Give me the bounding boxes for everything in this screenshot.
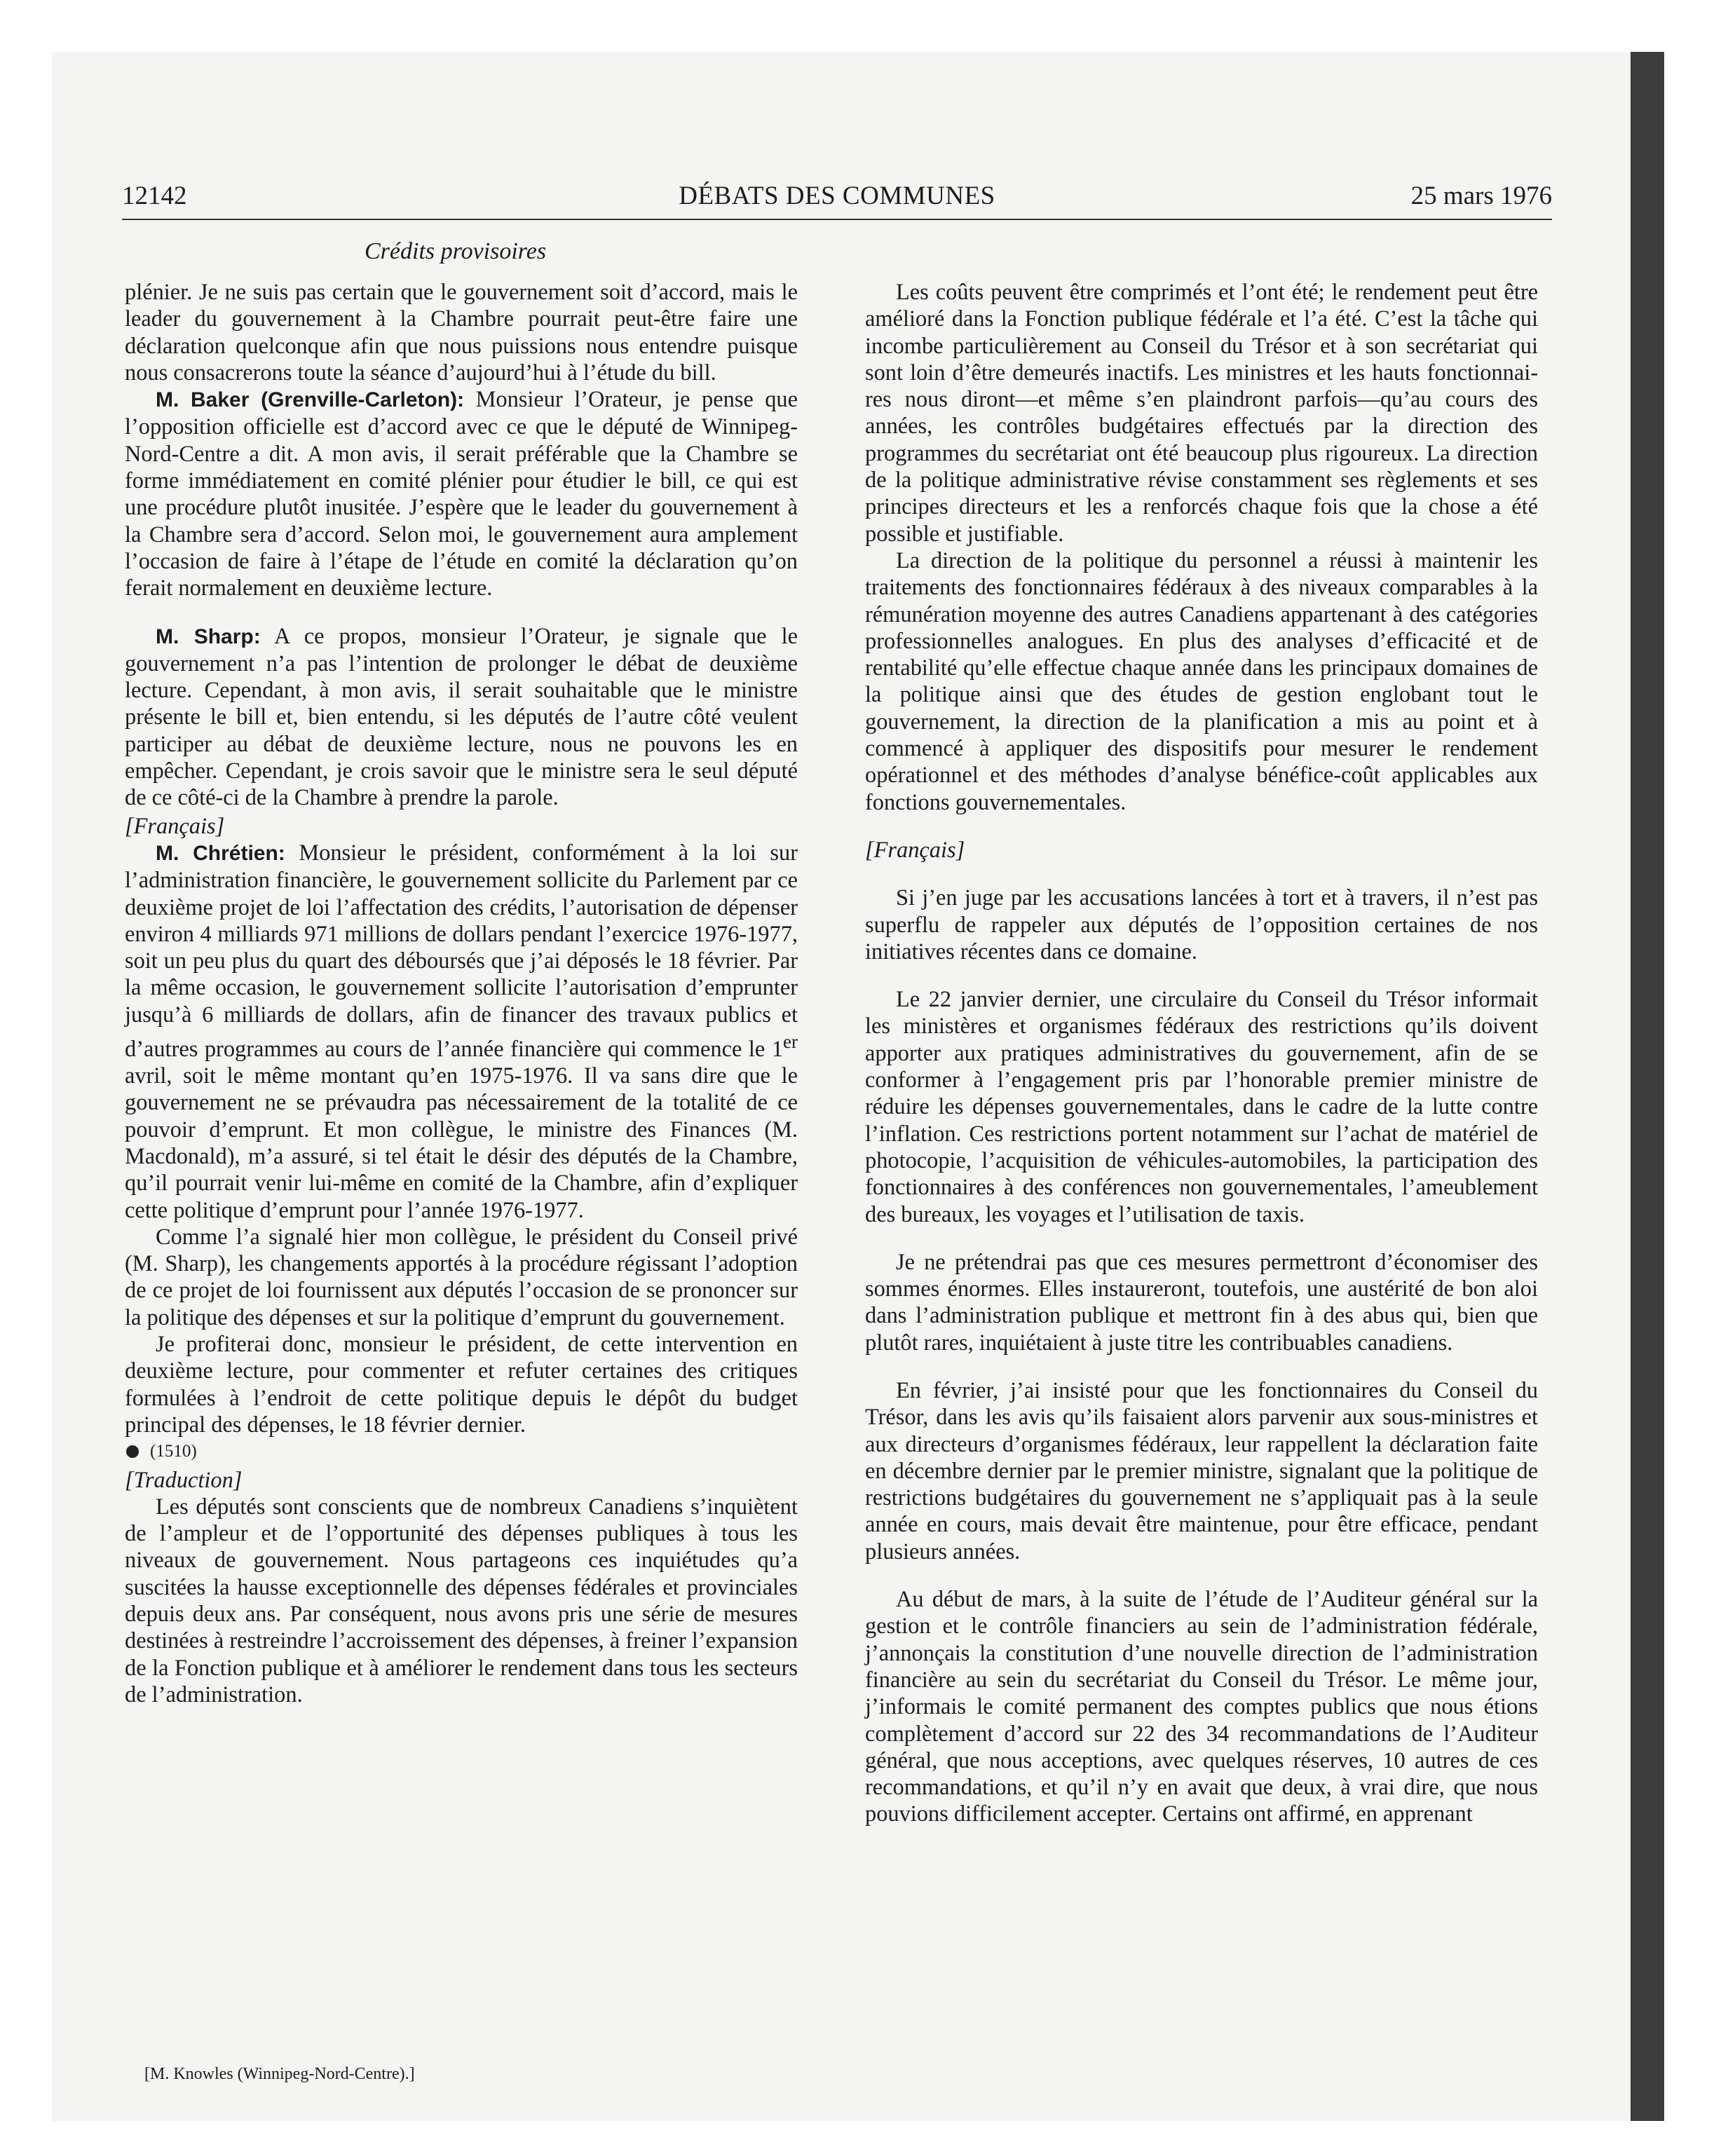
bullet-icon: [126, 1445, 139, 1458]
speech-text: Monsieur l’Orateur, je pense que l’opposition officielle est d’accord avec ce que le député de Winnipeg-Nord-Centre a dit. A mon avis, il serait préférable que la Chambre se forme immédiatement en comité plénier pour étudier le bill, ce qui est une procédure plutôt inusitée. J’espère que le leader du gouvernement à la Chambre sera d’accord. Selon moi, le gouvernement aura amplement l’occasion de faire à l’étape de l’étude en comité la déclaration qu’on ferait normalement en deuxième lecture.: [125, 387, 798, 601]
left-column: [125, 279, 798, 2073]
speech-text: Monsieur le président, conformément à la loi sur l’administration financière, le gouvernement sollicite du Parlement par ce deuxième projet de loi l’affectation des crédits, l’autorisation de dépenser environ 4 milliards 971 millions de dollars pendant l’exercice 1976-1977, soit un peu plus du quart des déboursés que j’ai déposés le 18 février. Par la même occasion, le gouvernement sollicite l’autorisation d’emprunter jusqu’à 6 milliards de dollars, afin de financer des travaux publics et d’autres programmes au cours de l’année financière qui commence le 1: [125, 840, 798, 1062]
paragraph: Si j’en juge par les accusations lancées à tort et à travers, il n’est pas superflu de rappeler aux députés de l’opposition certaines de nos initiatives récentes dans ce domaine.: [865, 885, 1538, 964]
publication-date: 25 mars 1976: [1410, 182, 1552, 210]
paragraph: En février, j’ai insisté pour que les fonctionnaires du Conseil du Trésor, dans les avis qu’ils faisaient alors parvenir aux sous-ministres et aux directeurs d’organismes fédéraux, leur rappellent la déclaration faite en décembre dernier par le premier ministre, signalant que la politique de restrictions budgétaires du gouvernement ne s’appliquait pas à la seule année en cours, mais devait être maintenue, pour être efficace, pendant plusieurs années.: [865, 1377, 1538, 1564]
right-column: [865, 279, 1538, 2073]
language-marker: [Français]: [125, 813, 225, 839]
timestamp-text: (1510): [150, 1442, 197, 1461]
timestamp: [125, 1438, 798, 1465]
section-title: Crédits provisoires: [365, 238, 547, 264]
page-header: [122, 181, 1552, 220]
header-rule: [122, 219, 1552, 220]
paragraph: Je profiterai donc, monsieur le président, de cette intervention en deuxième lecture, pour commenter et refuter certaines des critiques formulées à l’endroit de cette politique depuis le dépôt du budget principal des dépenses, le 18 février dernier.: [125, 1332, 798, 1438]
paragraph: Les coûts peuvent être comprimés et l’ont été; le rendement peut être amélioré dans la Fonction publique fédérale et l’a été. C’est la tâche qui incombe particulièrement au Conseil du Trésor et à son secrétariat qui sont loin d’être demeurés inactifs. Les ministres et les hauts fonctionnaires nous diront—et même s’en plaindront parfois—qu’au cours des années, les contrôles budgétaires effectués par la direction des programmes du secrétariat ont été beaucoup plus rigoureux. La direction de la politique administrative révise constamment ses règlements et ses principes directeurs et les a renforcés chaque fois que la chose a été possible et justifiable.: [865, 280, 1538, 547]
paragraph: La direction de la politique du personnel a réussi à maintenir les traitements des fonctionnaires fédéraux à des niveaux comparables à la rémunération moyenne des autres Canadiens appartenant à des catégories professionnelles analogues. En plus des analyses d’efficacité et de rentabilité qu’elle effectue chaque année dans les principaux domaines de la politique ainsi que des études de gestion englobant tout le gouvernement, la direction de la planification a mis au point et à commencé à appliquer des dispositifs pour mesurer le rendement opérationnel et des méthodes d’analyse bénéfice-coût applicables aux fonctions gouvernementales.: [865, 547, 1538, 815]
paragraph: Comme l’a signalé hier mon collègue, le président du Conseil privé (M. Sharp), les changements apportés à la procédure régissant l’adoption de ce projet de loi fournissent aux députés l’occasion de se prononcer sur la politique des dépenses et sur la politique d’emprunt du gouvernement.: [125, 1224, 798, 1330]
paragraph: [125, 623, 798, 812]
paragraph: Au début de mars, à la suite de l’étude de l’Auditeur général sur la gestion et le contrôle financiers au sein de l’administration fédérale, j’annonçais la constitution d’une nouvelle direction de l’administration financière au sein du secrétariat du Conseil du Trésor. Le même jour, j’informais le comité permanent des comptes publics que nous étions complètement d’accord sur 22 des 34 recommandations de l’Auditeur général, que nous acceptions, avec quelques réserves, 10 autres de ces recommandations, et qu’il n’y en avait que deux, à vrai dire, que nous pouvions difficilement accepter. Certains ont affirmé, en apprenant: [865, 1587, 1538, 1827]
speech-text: A ce propos, monsieur l’Orateur, je signale que le gouvernement n’a pas l’intention de prolonger le débat de deuxième lecture. Cependant, à mon avis, il serait souhaitable que le ministre présente le bill et, bien entendu, si les députés de l’autre côté veulent participer au débat de deuxième lecture, nous ne pouvons les en empêcher. Cependant, je crois savoir que le ministre sera le seul député de ce côté-ci de la Chambre à prendre la parole.: [125, 623, 798, 811]
footer-note: [M. Knowles (Winnipeg-Nord-Centre).]: [144, 2065, 415, 2083]
page-number: 12142: [122, 182, 187, 210]
speaker-name: M. Baker (Grenville-Carleton):: [156, 388, 465, 412]
paragraph: plénier. Je ne suis pas certain que le gouvernement soit d’accord, mais le leader du gouvernement à la Chambre pourrait peut-être faire une déclaration quelconque afin que nous puissions nous entendre puisque nous consacrerons toute la séance d’aujourd’hui à l’étude du bill.: [125, 280, 798, 386]
speaker-name: M. Chrétien:: [156, 841, 285, 865]
scan-edge-bar: [1631, 52, 1664, 2121]
paragraph: Je ne prétendrai pas que ces mesures permettront d’économiser des sommes énormes. Elles instaureront, toutefois, une austérité de bon aloi dans l’administration publique et mettront fin à des abus qui, bien que plutôt rares, inquiétaient à juste titre les contribuables canadiens.: [865, 1249, 1538, 1356]
paragraph: [125, 386, 798, 601]
paragraph: Les députés sont conscients que de nombreux Canadiens s’inquiètent de l’ampleur et de l’opportunité des dépenses publiques à tous les niveaux de gouvernement. Nous partageons ces inquiétudes qu’a suscitées la hausse exceptionnelle des dépenses fédérales et provinciales depuis deux ans. Par conséquent, nous avons pris une série de mesures destinées à restreindre l’accroissement des dépenses, à freiner l’expansion de la Fonction publique et à améliorer le rendement dans tous les secteurs de l’administration.: [125, 1494, 798, 1707]
speech-text: avril, soit le même montant qu’en 1975-1976. Il va sans dire que le gouvernement ne se prévaudra pas nécessairement de la totalité de ce pouvoir d’emprunt. Et mon collègue, le ministre des Finances (M. Macdonald), m’a assuré, si tel était le désir des députés de la Chambre, qu’il pourrait venir lui-même en comité de la Chambre, afin d’expliquer cette politique d’emprunt pour l’année 1976-1977.: [125, 1063, 798, 1223]
publication-title: DÉBATS DES COMMUNES: [679, 182, 995, 210]
language-marker: [Français]: [865, 837, 965, 863]
paragraph: Le 22 janvier dernier, une circulaire du Conseil du Trésor informait les ministères et organismes fédéraux des restrictions qu’ils doivent apporter aux pratiques administratives du gouvernement, afin de se conformer à l’engagement pris par l’honorable premier ministre de réduire les dépenses gouvernementales, dans le cadre de la lutte contre l’inflation. Ces restrictions portent notamment sur l’achat de matériel de photocopie, l’acquisition de véhicules-automobiles, la participation des fonctionnaires à des conférences non gouvernementales, l’ameublement des bureaux, les voyages et l’utilisation de taxis.: [865, 987, 1538, 1227]
language-marker: [Traduction]: [125, 1467, 243, 1493]
paragraph: [125, 840, 798, 1224]
speaker-name: M. Sharp:: [156, 625, 261, 648]
superscript: er: [783, 1031, 798, 1053]
